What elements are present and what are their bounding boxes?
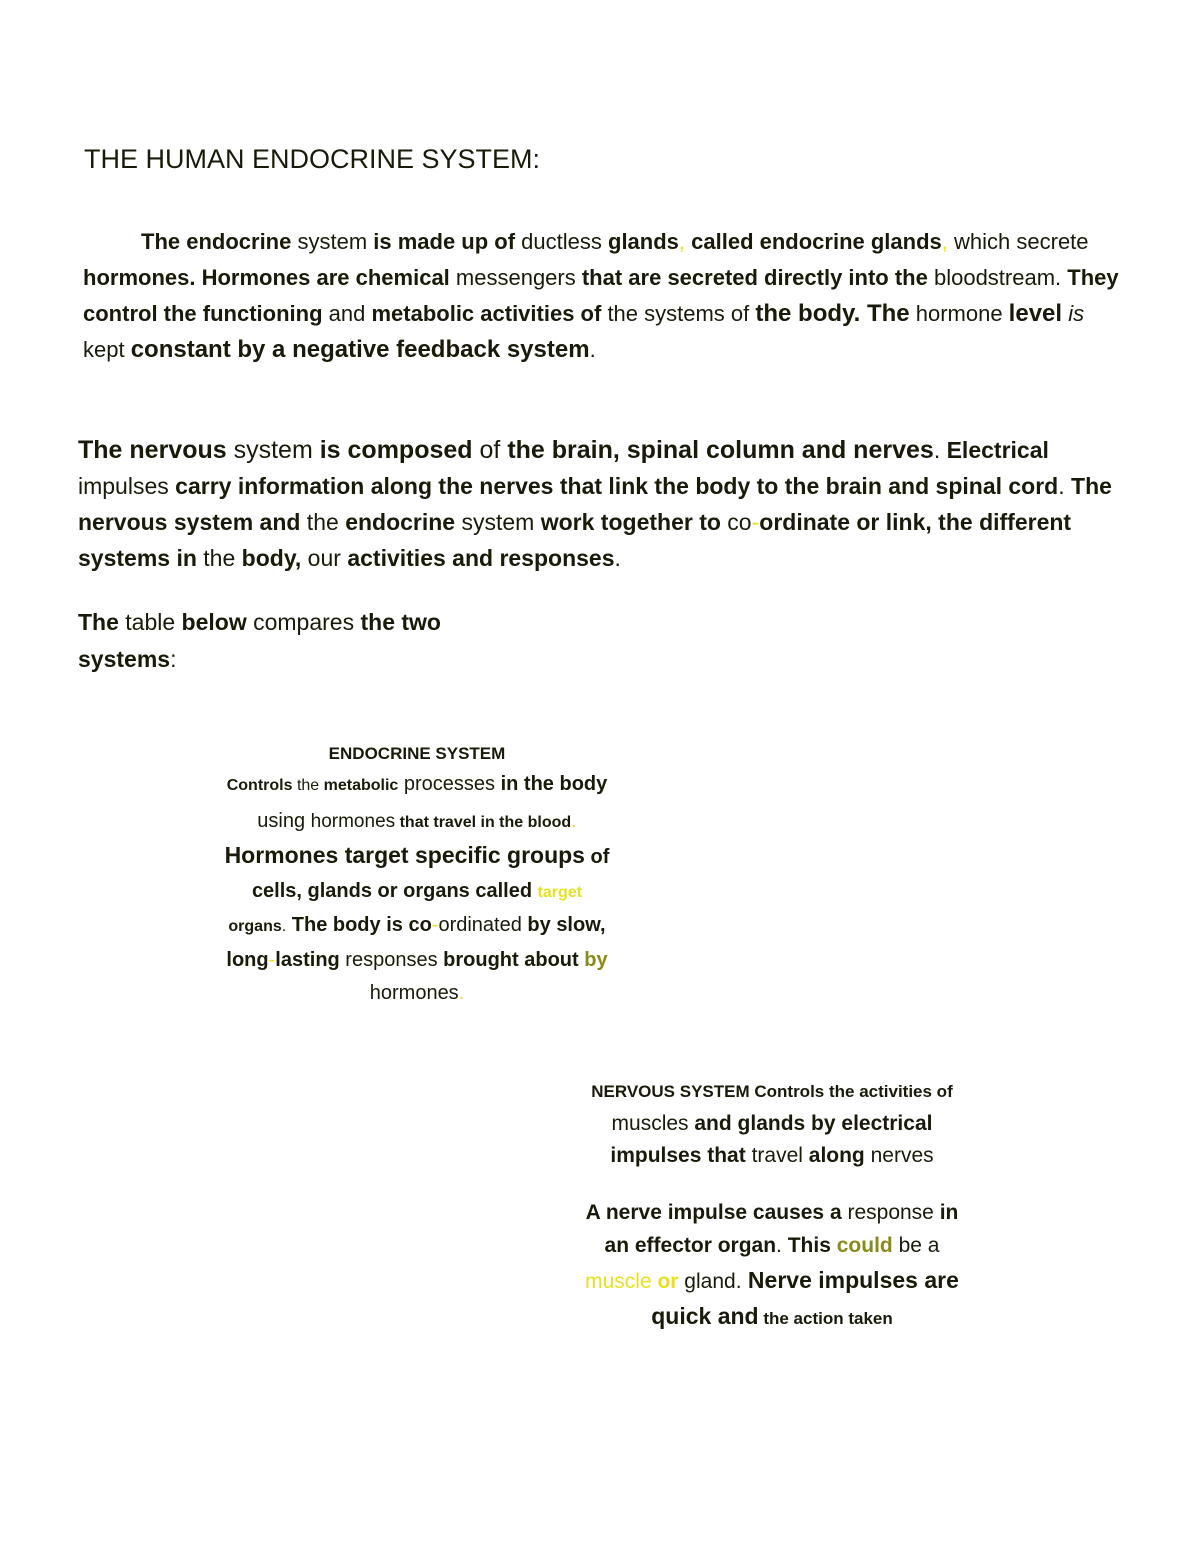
text-run: lasting — [275, 948, 340, 971]
text-run: ductless — [515, 229, 608, 254]
text-run: . — [776, 1234, 782, 1257]
nervous-intro-paragraph — [78, 432, 1138, 576]
text-run: muscles — [611, 1112, 695, 1135]
page-title: THE HUMAN ENDOCRINE SYSTEM: — [84, 144, 541, 174]
text-run: in an effector organ — [604, 1201, 959, 1257]
text-run: nerves — [864, 1144, 934, 1167]
nervous-system-column — [572, 1075, 972, 1335]
text-run: hormones — [369, 982, 459, 1004]
text-run: ordinated — [438, 914, 522, 936]
text-run: impulses — [78, 473, 176, 499]
text-run: the systems of — [601, 301, 756, 326]
text-run: activities and responses — [347, 545, 615, 571]
text-run: target — [537, 883, 583, 901]
text-run: level — [1008, 300, 1063, 327]
text-run: work together to — [540, 509, 721, 535]
text-run: the brain, spinal column and nerves — [507, 436, 934, 464]
text-run: , — [941, 229, 948, 254]
text-run: the action taken — [758, 1309, 893, 1328]
text-run: our — [301, 545, 348, 571]
text-run: - — [268, 948, 276, 971]
endocrine-system-column — [222, 740, 612, 1011]
text-run: ordinate or link, the different systems in — [78, 509, 1072, 571]
text-run: . — [589, 337, 596, 362]
text-run: muscle — [585, 1270, 658, 1293]
table-intro-paragraph — [78, 604, 508, 678]
text-run: metabolic — [323, 777, 399, 794]
text-run: hormone — [909, 301, 1009, 326]
text-run: responses — [339, 948, 444, 971]
text-run: A nerve impulse causes a — [585, 1201, 842, 1224]
text-run: glands — [608, 229, 679, 254]
text-run: or — [657, 1270, 679, 1293]
text-run: endocrine — [345, 509, 456, 535]
text-run: Hormones target specific groups — [224, 842, 585, 868]
text-run: Controls the activities of — [749, 1082, 953, 1101]
text-run: compares — [246, 609, 361, 635]
text-run: . — [281, 918, 287, 935]
text-run: is — [1068, 301, 1085, 326]
text-run: of — [472, 436, 508, 464]
text-run: The — [78, 609, 119, 635]
text-run: system — [291, 229, 374, 254]
text-run: bloodstream. — [927, 265, 1068, 290]
text-run: kept — [83, 337, 131, 362]
text-run: using — [257, 809, 311, 832]
text-run: and — [322, 301, 372, 326]
text-run: The endocrine — [141, 229, 292, 254]
text-run: the — [292, 777, 324, 794]
text-run: co — [720, 509, 752, 535]
text-run: by — [578, 948, 608, 971]
text-run: The nervous — [78, 436, 227, 464]
text-run: which secrete — [947, 229, 1089, 254]
text-run: processes — [398, 773, 501, 795]
text-run: Nerve impulses are quick and — [651, 1267, 959, 1329]
text-run: the body. The — [755, 300, 910, 327]
text-run: system — [455, 509, 541, 535]
text-run: called endocrine glands — [685, 229, 942, 254]
text-run: travel — [745, 1144, 809, 1167]
text-run: carry information along the nerves that link the body to the brain and spinal cord — [175, 473, 1059, 499]
text-run: . — [614, 545, 621, 571]
text-run: messengers — [449, 265, 582, 290]
text-run: . — [1058, 473, 1072, 499]
text-run: body, — [241, 545, 302, 571]
text-run: could — [830, 1234, 893, 1257]
text-run: below — [181, 609, 247, 635]
text-run: the — [300, 509, 346, 535]
text-run: the two systems — [78, 609, 441, 672]
text-run: . — [735, 1270, 742, 1293]
text-run: and glands by electrical impulses that — [610, 1112, 933, 1167]
text-run: by slow, long — [226, 914, 606, 971]
text-run: This — [781, 1234, 831, 1257]
endocrine-intro-paragraph — [83, 224, 1123, 368]
text-run: the — [196, 545, 242, 571]
text-run: They control the functioning — [83, 265, 1119, 326]
text-run: Controls — [226, 777, 293, 794]
text-run: hormones — [310, 810, 396, 832]
nervous-column-text-2 — [572, 1196, 972, 1335]
text-run: Electrical — [946, 437, 1049, 463]
text-run: , — [678, 229, 686, 254]
text-run: be a — [892, 1234, 940, 1257]
text-run: - — [751, 509, 760, 535]
endocrine-column-heading: ENDOCRINE SYSTEM — [328, 744, 506, 763]
text-run: The nervous system and — [78, 473, 1112, 535]
text-run: hormones. Hormones are chemical — [83, 265, 450, 290]
text-run: metabolic activities of — [371, 301, 602, 326]
text-run: organs — [228, 918, 282, 935]
text-run: gland — [678, 1270, 736, 1293]
text-run: is made up of — [373, 229, 516, 254]
text-run: is composed — [319, 436, 473, 464]
text-run: in the body — [500, 773, 608, 795]
text-run: . — [571, 809, 577, 832]
text-run: that travel in the blood — [395, 813, 572, 831]
nervous-column-text — [572, 1075, 972, 1172]
text-run: . — [458, 982, 465, 1004]
text-run: The body is co — [286, 914, 432, 936]
text-run: . — [933, 437, 947, 463]
text-run: along — [808, 1144, 865, 1167]
text-run: response — [841, 1201, 940, 1224]
text-run: - — [431, 914, 439, 936]
text-run: of cells, glands or organs called — [251, 846, 610, 902]
text-run: constant by a negative feedback system — [130, 336, 590, 363]
text-run: that are secreted directly into the — [581, 265, 928, 290]
text-run: : — [170, 646, 177, 672]
text-run: brought about — [443, 948, 579, 971]
text-run: table — [118, 609, 182, 635]
endocrine-column-text — [222, 768, 612, 1011]
text-run: system — [226, 436, 320, 464]
nervous-column-heading: NERVOUS SYSTEM — [591, 1082, 750, 1101]
